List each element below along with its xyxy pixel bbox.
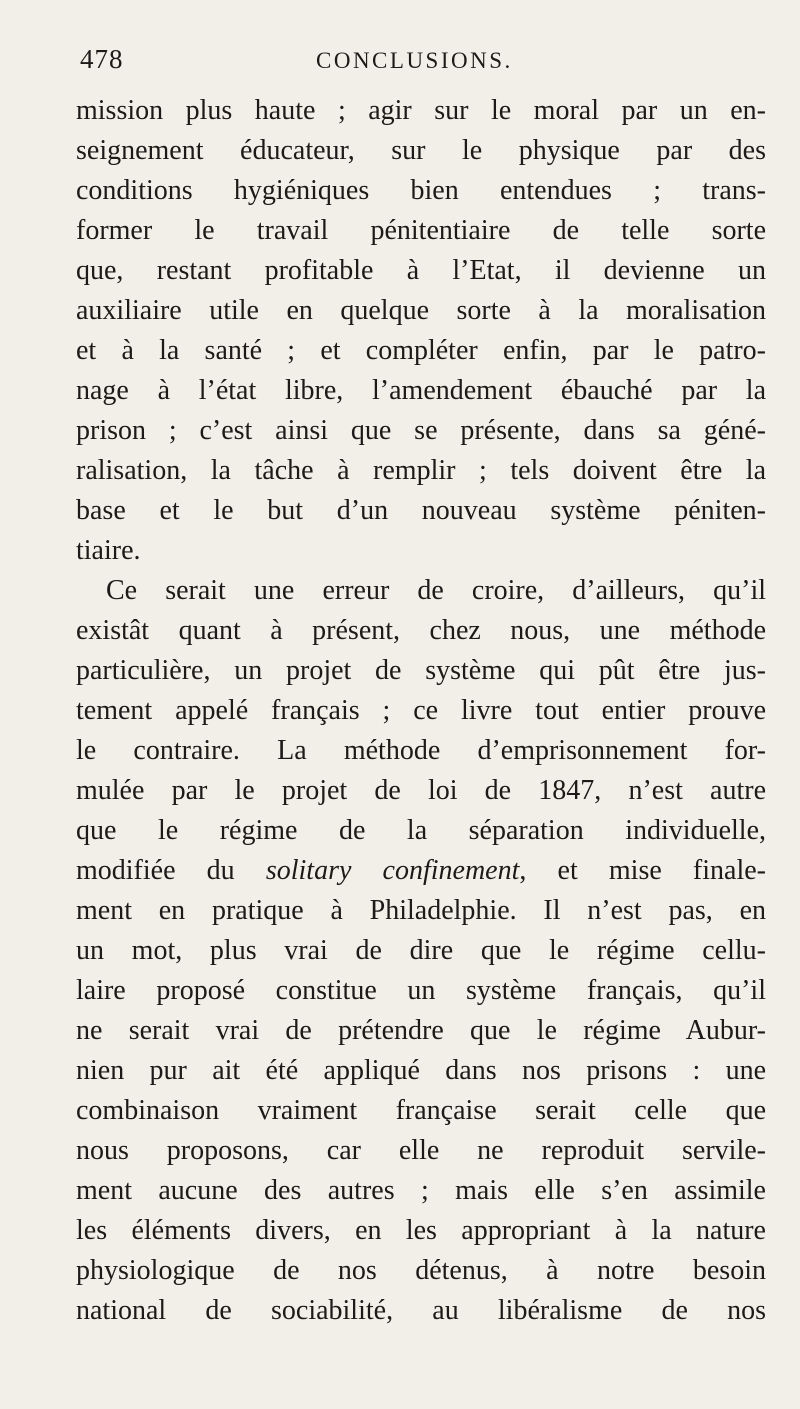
text-line: tiaire. (76, 535, 141, 566)
text-line: national de sociabilité, au libéralisme de nos (76, 1295, 766, 1326)
text-line: prison ; c’est ainsi que se présente, dans sa géné- (76, 415, 766, 446)
text-line: nage à l’état libre, l’amendement ébauché par la (76, 375, 766, 406)
running-title: CONCLUSIONS. (316, 48, 513, 73)
text-line: mulée par le projet de loi de 1847, n’est autre (76, 775, 766, 806)
text-line: que le régime de la séparation individuelle, (76, 815, 766, 846)
italic-term: solitary confinement (265, 855, 520, 886)
text-line: ne serait vrai de prétendre que le régime Aubur- (76, 1015, 766, 1046)
text-line: les éléments divers, en les appropriant à la nature (76, 1215, 766, 1246)
text-line: conditions hygiéniques bien entendues ; trans- (76, 175, 766, 206)
text-line: laire proposé constitue un système français, qu’il (76, 975, 766, 1006)
text-line: former le travail pénitentiaire de telle sorte (76, 215, 766, 246)
text-line: auxiliaire utile en quelque sorte à la moralisation (76, 295, 766, 326)
text-line: modifiée du solitary confinement, et mise finale- (76, 855, 766, 886)
text-line: combinaison vraiment française serait celle que (76, 1095, 766, 1126)
body-text (76, 91, 766, 1331)
text-line: que, restant profitable à l’Etat, il devienne un (76, 255, 766, 286)
text-line: tement appelé français ; ce livre tout entier prouve (76, 695, 766, 726)
text-line: et à la santé ; et compléter enfin, par le patro- (76, 335, 766, 366)
text-line: nien pur ait été appliqué dans nos prisons : une (76, 1055, 766, 1086)
text-line: ment aucune des autres ; mais elle s’en assimile (76, 1175, 766, 1206)
text-line: nous proposons, car elle ne reproduit servile- (76, 1135, 766, 1166)
text-line: Ce serait une erreur de croire, d’ailleurs, qu’il (106, 575, 766, 606)
text-line: le contraire. La méthode d’emprisonnement for- (76, 735, 766, 766)
text-line: un mot, plus vrai de dire que le régime cellu- (76, 935, 766, 966)
text-line: ralisation, la tâche à remplir ; tels doivent être la (76, 455, 766, 486)
text-line: mission plus haute ; agir sur le moral par un en- (76, 95, 766, 126)
text-line: existât quant à présent, chez nous, une méthode (76, 615, 766, 646)
text-line: physiologique de nos détenus, à notre besoin (76, 1255, 766, 1286)
page-number: 478 (80, 44, 124, 74)
text-line: base et le but d’un nouveau système péniten- (76, 495, 766, 526)
text-line: seignement éducateur, sur le physique par des (76, 135, 766, 166)
text-line: particulière, un projet de système qui pût être jus- (76, 655, 766, 686)
text-line: ment en pratique à Philadelphie. Il n’est pas, en (76, 895, 766, 926)
